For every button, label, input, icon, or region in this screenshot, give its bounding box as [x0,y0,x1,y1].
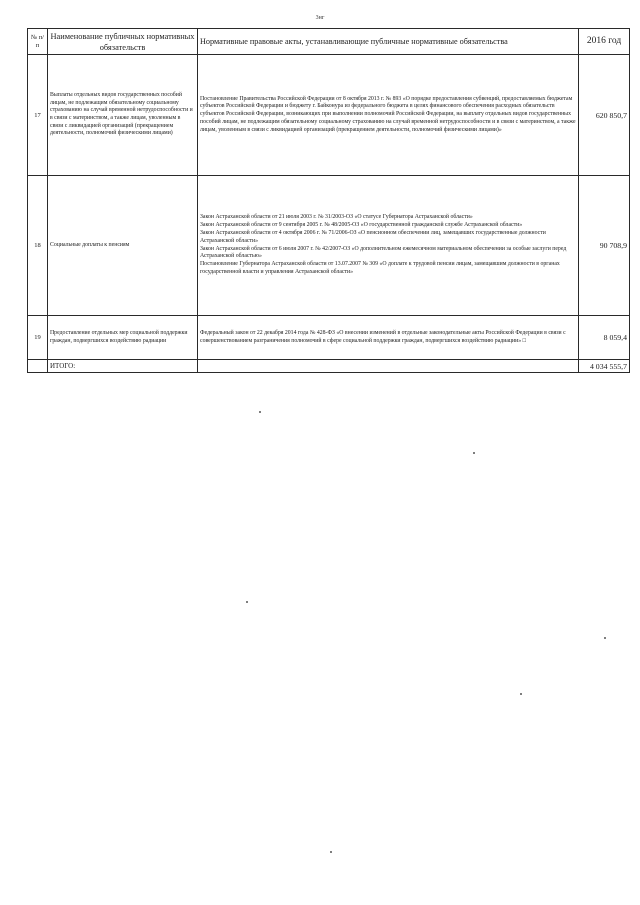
scan-speck [604,637,606,639]
row-name: Социальные доплаты к пенсиям [48,176,198,316]
total-label: ИТОГО: [48,360,198,373]
scan-speck [330,851,332,853]
act-line: Федеральный закон от 22 декабря 2014 года № 428-ФЗ «О внесении изменений в отдельные законодательные акты Российской Федерации в связи с совершенствованием разграничения полномочий в сфере социальной поддержки граждан, подвергшихся воздействию радиации» □ [200,329,566,344]
act-line: Постановление Губернатора Астраханской области от 13.07.2007 № 309 «О доплате к трудовой пенсии лицам, замещавшим должности в органах государственной власти и управления Астраханской области» [200,261,560,275]
header-name: Наименование публичных нормативных обязательств [48,29,198,55]
total-row [28,360,630,373]
row-num: 18 [28,176,48,316]
row-name: Предоставление отдельных мер социальной поддержки граждан, подвергшихся воздействию радиации [48,316,198,360]
act-line: Закон Астраханской области от 6 июля 2007 г. № 42/2007-ОЗ «О дополнительном ежемесячном материальном обеспечении за особые заслуги перед Астраханской областью» [200,245,567,260]
table-row [28,176,630,316]
row-amount: 90 708,9 [579,176,630,316]
scan-speck [473,452,475,454]
act-line: Закон Астраханской области от 9 сентября 2005 г. № 48/2005-ОЗ «О государственной гражданской службе Астраханской области» [200,222,523,229]
row-acts [198,316,579,360]
scan-speck [520,693,522,695]
row-amount: 620 850,7 [579,55,630,176]
header-year: 2016 год [579,29,630,55]
table-row [28,55,630,176]
header-acts: Нормативные правовые акты, устанавливающие публичные нормативные обязательства [198,29,579,55]
row-acts [198,55,579,176]
act-line: Закон Астраханской области от 4 октября 2006 г. № 71/2006-ОЗ «О пенсионном обеспечении лиц, замещавших государственные должности Астраханской области» [200,229,546,244]
total-acts-cell [198,360,579,373]
table-row [28,316,630,360]
act-line: Закон Астраханской области от 21 июля 2003 г. № 31/2003-ОЗ «О статусе Губернатора Астраханской области» [200,214,473,221]
total-num-cell [28,360,48,373]
page-number: 3нг [315,15,325,21]
row-num: 19 [28,316,48,360]
row-amount: 8 059,4 [579,316,630,360]
row-acts [198,176,579,316]
scan-speck [246,601,248,603]
table-header-row [28,29,630,55]
obligations-table [27,28,630,373]
scan-speck [259,411,261,413]
act-line: Постановление Правительства Российской Федерации от 8 октября 2013 г. № 893 «О порядке предоставления субвенций, предоставляемых бюджетам субъектов Российской Федерации и бюджету г. Байконура из федерального бюджета в целях финансового обеспечения расходных обязательств субъектов Российской Федерации, возникающих при выполнении полномочий Российской Федерации, на выплату отдельных видов государственных пособий лицам, не подлежащим обязательному социальному страхованию на случай временной нетрудоспособности и в связи с материнством, а также лицам, уволенным в связи с ликвидацией организаций (прекращением деятельности, полномочий физическими лицами)» [200,95,576,133]
row-name: Выплаты отдельных видов государственных пособий лицам, не подлежащим обязательному социальному страхованию на случай временной нетрудоспособности и в связи с материнством, а также лицам, уволенным в связи с ликвидацией организаций (прекращением деятельности, полномочий физическими лицами) [48,55,198,176]
header-num: № п/п [28,29,48,55]
row-num: 17 [28,55,48,176]
total-amount: 4 034 555,7 [579,360,630,373]
